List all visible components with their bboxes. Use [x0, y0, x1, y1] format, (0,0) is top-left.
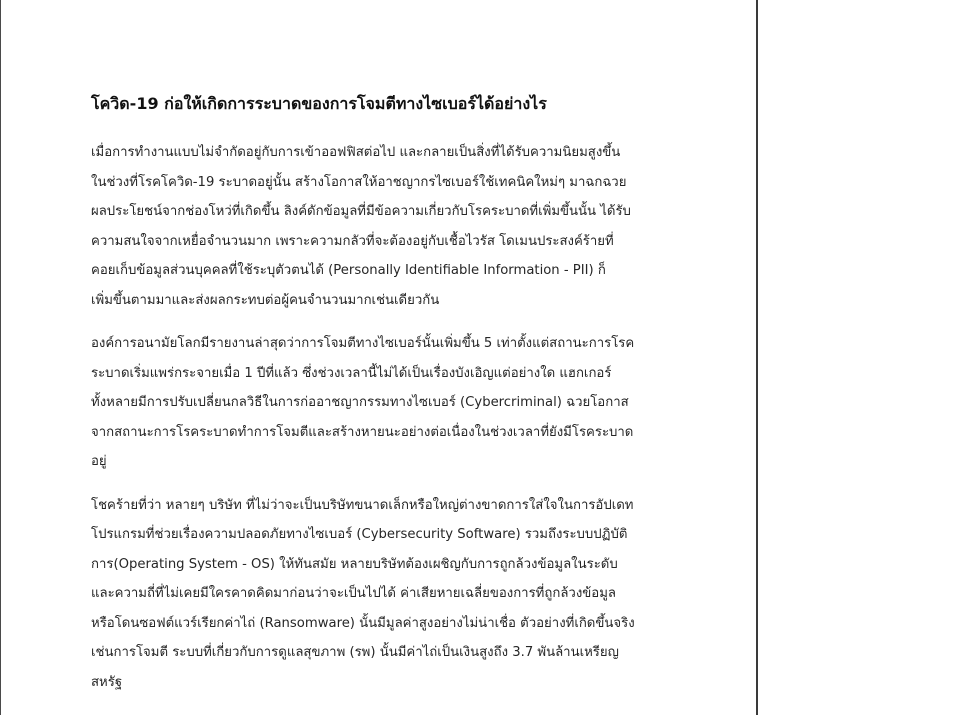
paragraph-line: ในช่วงที่โรคโควิด-19 ระบาดอยู่นั้น สร้างโอกาสให้อาชญากรไซเบอร์ใช้เทคนิคใหม่ๆ มาฉกฉวย — [91, 174, 627, 190]
paragraph-1 — [91, 138, 681, 315]
paragraph-2 — [91, 329, 681, 477]
paragraph-line: จากสถานะการโรคระบาดทำการโจมตีและสร้างหายนะอย่างต่อเนื่องในช่วงเวลาที่ยังมีโรคระบาด — [91, 424, 634, 440]
paragraph-line: ระบาดเริ่มแพร่กระจายเมื่อ 1 ปีที่แล้ว ซึ่งช่วงเวลานี้ไม่ได้เป็นเรื่องบังเอิญแต่อย่างใด แฮกเกอร์ — [91, 365, 612, 381]
article-title: โควิด-19 ก่อให้เกิดการระบาดของการโจมตีทางไซเบอร์ได้อย่างไร — [91, 94, 547, 113]
paragraph-line: องค์การอนามัยโลกมีรายงานล่าสุดว่าการโจมตีทางไซเบอร์นั้นเพิ่มขึ้น 5 เท่าตั้งแต่สถานะการโรค — [91, 336, 635, 351]
paragraph-line: ทั้งหลายมีการปรับเปลี่ยนกลวิธีในการก่ออาชญากรรมทางไซเบอร์ (Cybercriminal) ฉวยโอกาส — [91, 395, 629, 410]
paragraph-line: และความถี่ที่ไม่เคยมีใครคาดคิดมาก่อนว่าจะเป็นไปได้ ค่าเสียหายเฉลี่ยของการที่ถูกล้วงข้อมูล — [91, 586, 616, 601]
paragraph-line: หรือโดนซอฟต์แวร์เรียกค่าไถ่ (Ransomware) นั้นมีมูลค่าสูงอย่างไม่น่าเชื่อ ตัวอย่างที่เกิดขึ้นจริง — [91, 615, 635, 631]
paragraph-3 — [91, 491, 681, 698]
paragraph-line: เพิ่มขึ้นตามมาและส่งผลกระทบต่อผู้คนจำนวนมากเช่นเดียวกัน — [91, 292, 440, 308]
paragraph-line: อยู่ — [91, 454, 107, 469]
paragraph-line: โปรแกรมที่ช่วยเรื่องความปลอดภัยทางไซเบอร์ (Cybersecurity Software) รวมถึงระบบปฏิบัติ — [91, 527, 628, 542]
article-body — [91, 90, 681, 711]
paragraph-line: ผลประโยชน์จากช่องโหว่ที่เกิดขึ้น ลิงค์ดักข้อมูลที่มีข้อความเกี่ยวกับโรคระบาดที่เพิ่มขึ้นนั้น ได้รับ — [91, 204, 631, 219]
paragraph-line: โชคร้ายที่ว่า หลายๆ บริษัท ที่ไม่ว่าจะเป็นบริษัทขนาดเล็กหรือใหญ่ต่างขาดการใส่ใจในการอัปเดท — [91, 497, 634, 513]
paragraph-line: สหรัฐ — [91, 674, 123, 690]
paragraph-line: เช่นการโจมตี ระบบที่เกี่ยวกับการดูแลสุขภาพ (รพ) นั้นมีค่าไถ่เป็นเงินสูงถึง 3.7 พันล้านเหรียญ — [91, 645, 619, 660]
paragraph-line: คอยเก็บข้อมูลส่วนบุคคลที่ใช้ระบุตัวตนได้ (Personally Identifiable Information - PII) ก็ — [91, 263, 606, 278]
paragraph-line: ความสนใจจากเหยื่อจำนวนมาก เพราะความกลัวที่จะต้องอยู่กับเชื้อไวรัส โดเมนประสงค์ร้ายที่ — [91, 233, 614, 249]
paragraph-line: เมื่อการทำงานแบบไม่จำกัดอยู่กับการเข้าออฟฟิสต่อไป และกลายเป็นสิ่งที่ได้รับความนิยมสูงขึ้น — [91, 145, 621, 160]
paragraph-line: การ(Operating System - OS) ให้ทันสมัย หลายบริษัทต้องเผชิญกับการถูกล้วงข้อมูลในระดับ — [91, 556, 618, 572]
